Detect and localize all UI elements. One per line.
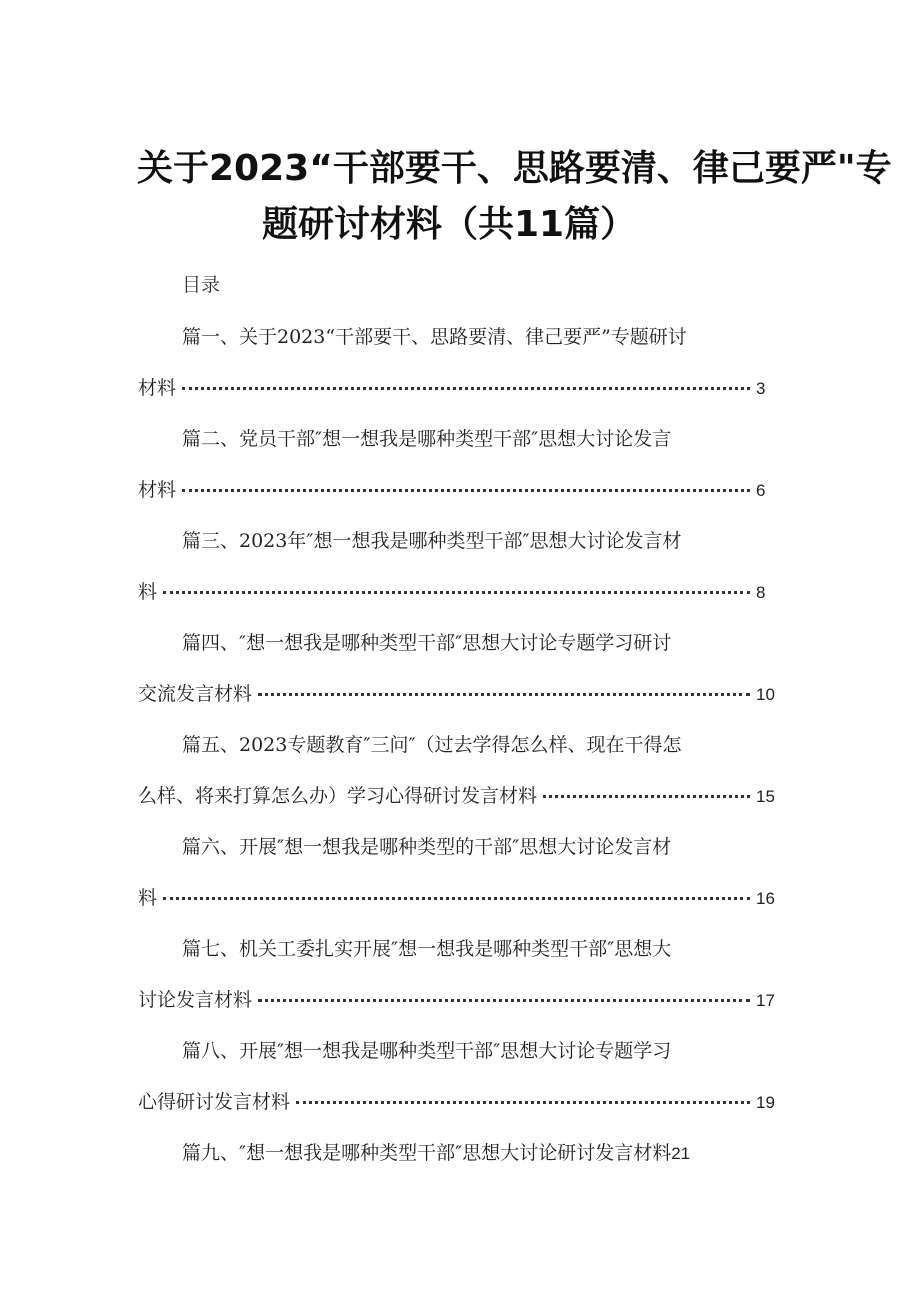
toc-entry-7-continuation[interactable] [138, 985, 778, 1012]
toc-entry-8-title[interactable]: 篇八、开展″想一想我是哪种类型干部″思想大讨论专题学习 [182, 1040, 672, 1062]
document-title-line-2: 题研讨材料（共11篇） [262, 204, 637, 245]
toc-entry-text: 么样、将来打算怎么办）学习心得研讨发言材料 [138, 785, 538, 807]
toc-leader-dots [182, 489, 750, 492]
toc-leader-dots [258, 693, 750, 696]
toc-page-number: 21 [671, 1144, 691, 1163]
toc-entry-text: 讨论发言材料 [138, 989, 253, 1011]
toc-page-number: 6 [756, 481, 766, 500]
toc-leader-dots [182, 387, 750, 390]
toc-page-number: 15 [756, 787, 775, 806]
toc-entry-4-continuation[interactable] [138, 679, 778, 706]
toc-entry-3-title[interactable]: 篇三、2023年″想一想我是哪种类型干部″思想大讨论发言材 [182, 530, 682, 552]
toc-entry-7-title[interactable]: 篇七、机关工委扎实开展″想一想我是哪种类型干部″思想大 [182, 938, 672, 960]
toc-leader-dots [543, 795, 750, 798]
toc-entry-text: 篇九、″想一想我是哪种类型干部″思想大讨论研讨发言材料 [182, 1142, 672, 1164]
toc-entry-9-title[interactable] [182, 1138, 690, 1165]
toc-heading: 目录 [182, 274, 221, 296]
toc-entry-8-continuation[interactable] [138, 1087, 778, 1114]
toc-page-number: 19 [756, 1093, 775, 1112]
toc-entry-6-continuation[interactable] [138, 883, 778, 910]
toc-entry-text: 交流发言材料 [138, 683, 253, 705]
toc-page-number: 16 [756, 889, 775, 908]
toc-entry-4-title[interactable]: 篇四、″想一想我是哪种类型干部″思想大讨论专题学习研讨 [182, 632, 672, 654]
toc-page-number: 10 [756, 685, 775, 704]
toc-entry-text: 心得研讨发言材料 [138, 1091, 291, 1113]
toc-entry-3-continuation[interactable] [138, 577, 778, 604]
toc-entry-text: 材料 [138, 377, 177, 399]
toc-entry-6-title[interactable]: 篇六、开展″想一想我是哪种类型的干部″思想大讨论发言材 [182, 836, 672, 858]
toc-page-number: 8 [756, 583, 766, 602]
toc-entry-2-title[interactable]: 篇二、党员干部″想一想我是哪种类型干部″思想大讨论发言 [182, 428, 672, 450]
toc-entry-1-continuation[interactable] [138, 373, 778, 400]
toc-entry-text: 材料 [138, 479, 177, 501]
toc-leader-dots [258, 999, 750, 1002]
toc-leader-dots [163, 591, 750, 594]
toc-leader-dots [163, 897, 750, 900]
toc-entry-text: 料 [138, 581, 158, 603]
toc-entry-text: 料 [138, 887, 158, 909]
toc-entry-1-title[interactable]: 篇一、关于2023“干部要干、思路要清、律己要严”专题研讨 [182, 326, 687, 348]
document-title-line-1: 关于2023“干部要干、思路要清、律己要严"专 [137, 148, 892, 189]
toc-entry-5-continuation[interactable] [138, 781, 778, 808]
toc-page-number: 3 [756, 379, 766, 398]
toc-page-number: 17 [756, 991, 775, 1010]
toc-leader-dots [296, 1101, 750, 1104]
toc-entry-5-title[interactable]: 篇五、2023专题教育″三问″（过去学得怎么样、现在干得怎 [182, 734, 682, 756]
toc-entry-2-continuation[interactable] [138, 475, 778, 502]
